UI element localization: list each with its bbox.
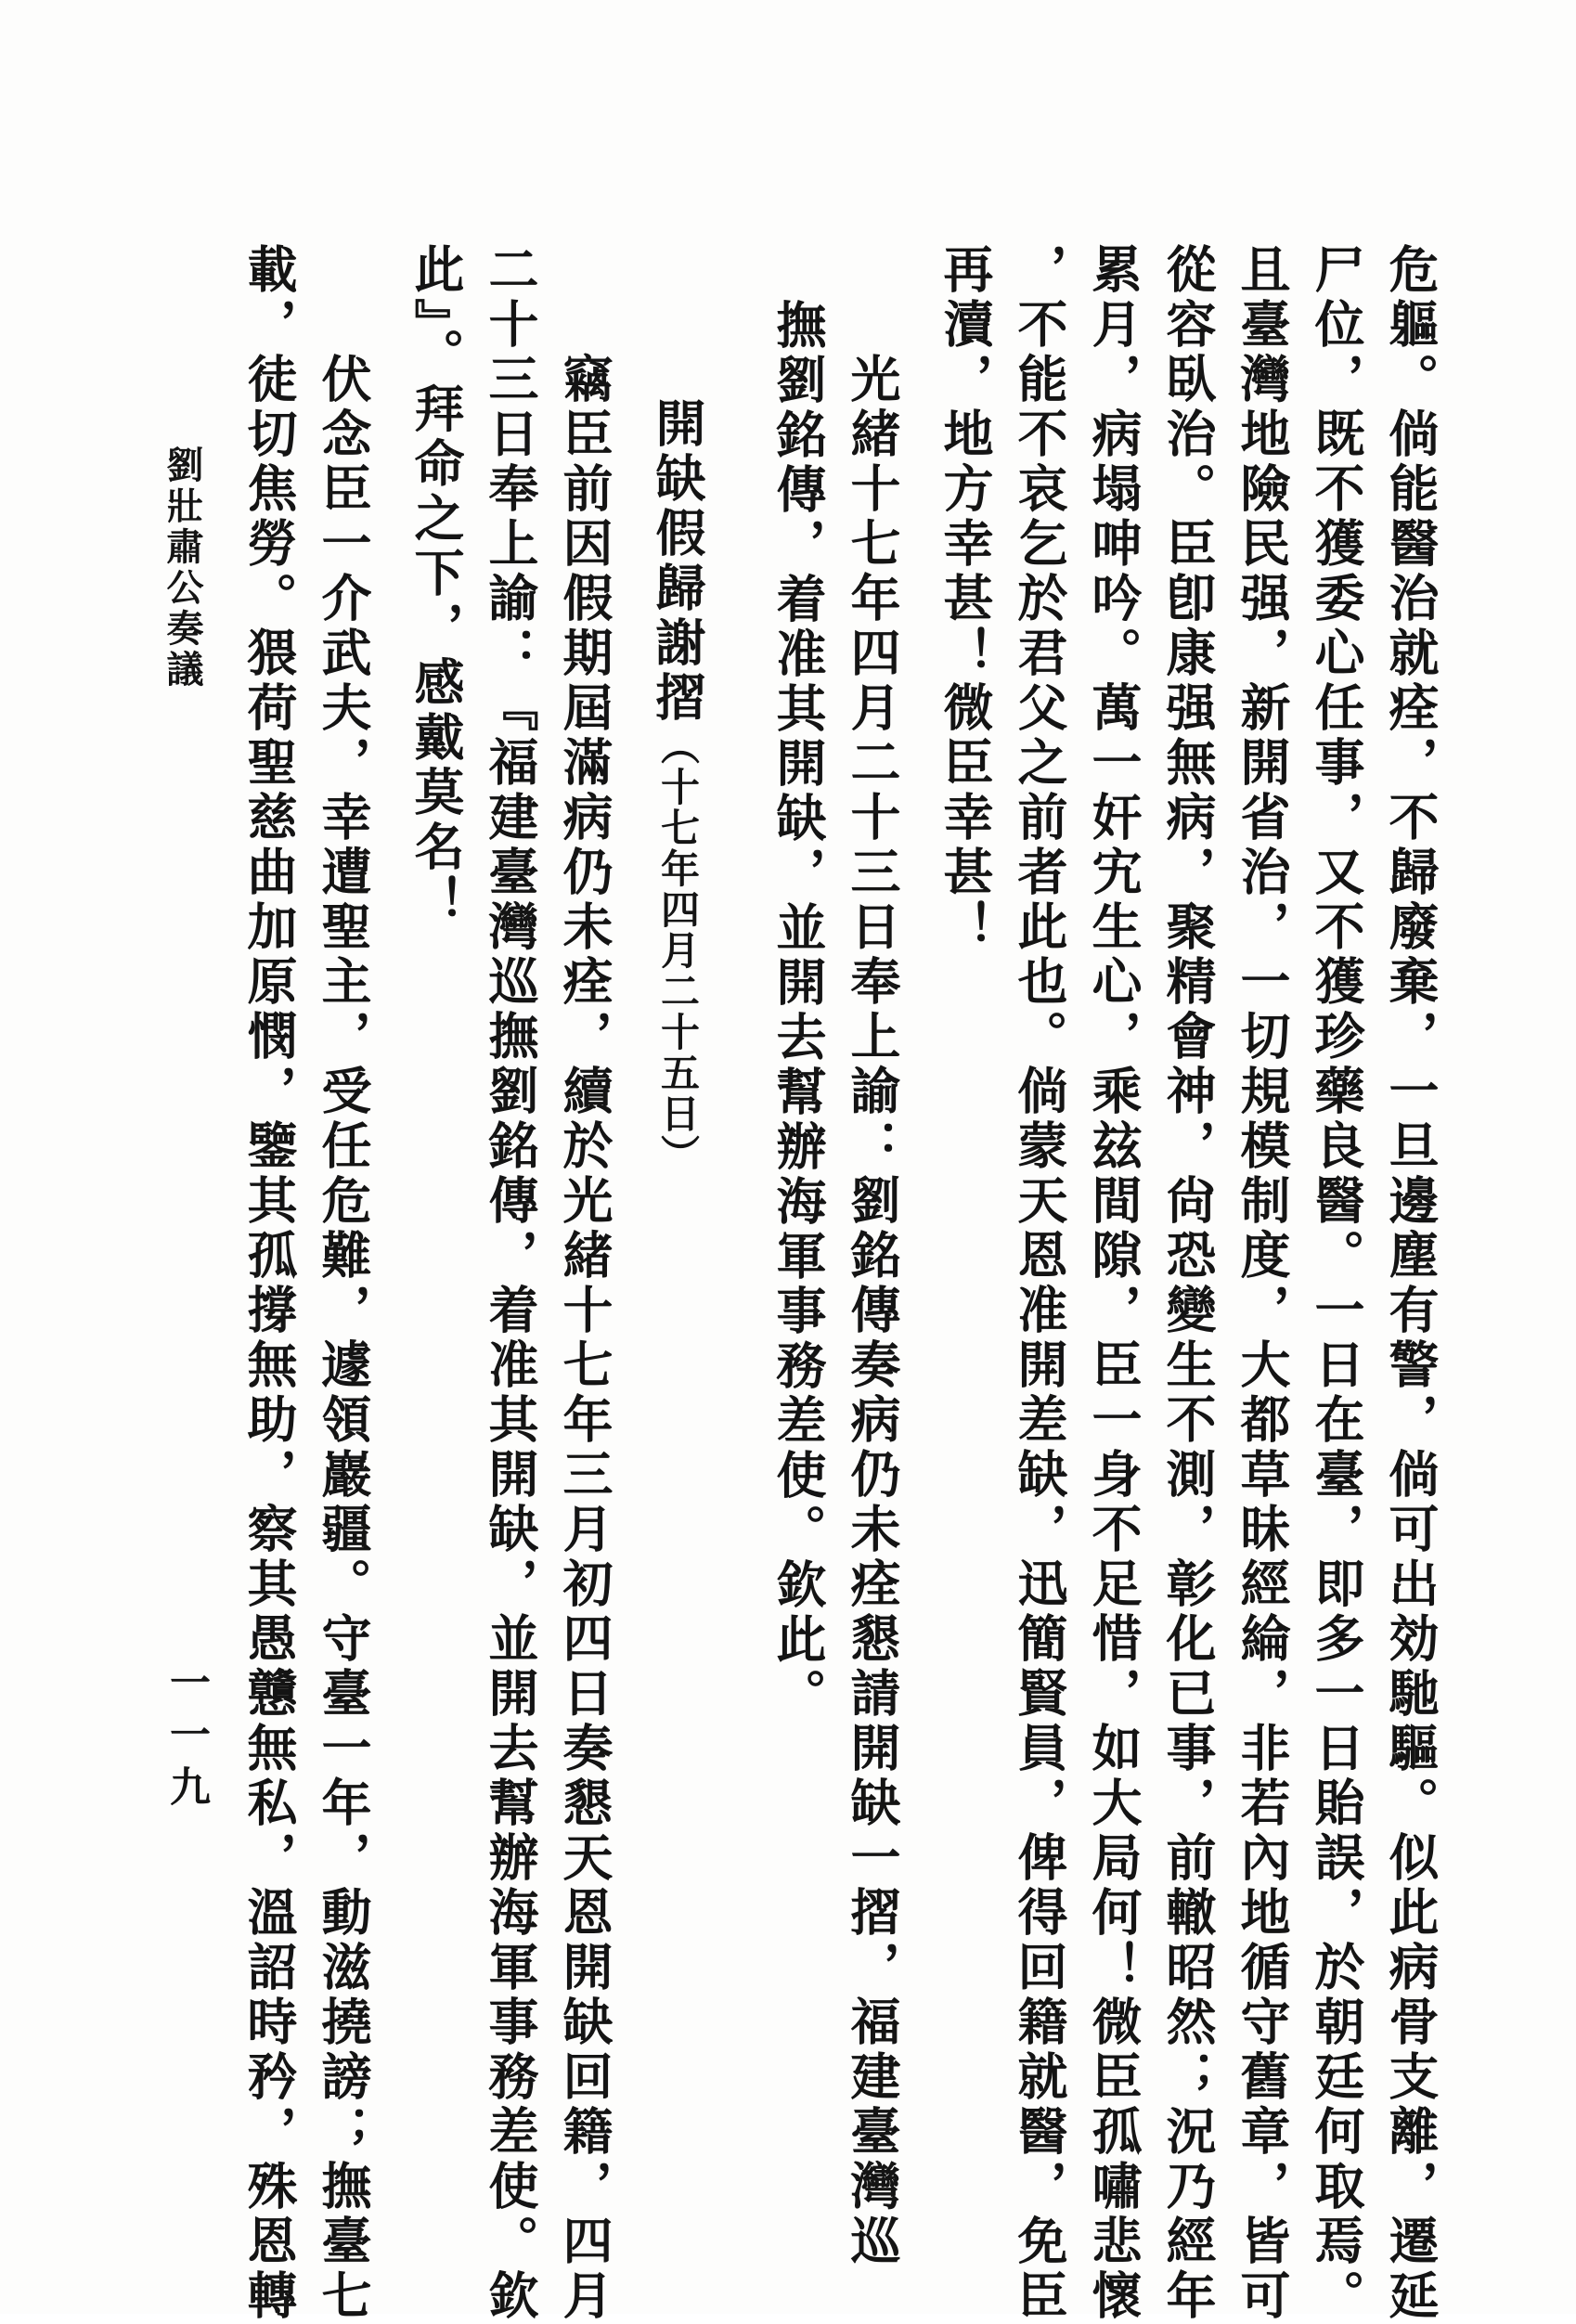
section-date: （十七年四月二十五日） [655, 726, 701, 1175]
section-title-text: 開缺假歸謝摺 [648, 397, 707, 726]
section-column-1: 竊臣前因假期屆滿病仍未痊，續於光緒十七年三月初四日奏懇天恩開缺回籍，四月 [555, 243, 614, 2324]
section-column-3: 此』。拜命之下，感戴莫名！ [407, 243, 466, 930]
text-column-1: 危軀。倘能醫治就痊，不歸廢棄，一旦邊塵有警，倘可出効馳驅。似此病骨支離，遷延 [1381, 243, 1440, 2324]
text-column-4: 從容臥治。臣卽康强無病，聚精會神，尙恐變生不測，彰化已事，前轍昭然；況乃經年 [1158, 243, 1218, 2324]
text-column-6: ，不能不哀乞於君父之前者此也。倘蒙天恩准開差缺，迅簡賢員，俾得回籍就醫，免臣 [1010, 243, 1069, 2324]
text-column-7: 再瀆，地方幸甚！微臣幸甚！ [936, 243, 995, 955]
text-column-2: 尸位，既不獲委心任事，又不獲珍藥良醫。一日在臺，即多一日貽誤，於朝廷何取焉。 [1307, 243, 1366, 2324]
section-title [650, 397, 705, 1175]
section-column-5: 載，徒切焦勞。猥荷聖慈曲加原憫，鑒其孤撐無助，察其愚戇無私，溫詔時矜，殊恩轉 [239, 243, 299, 2324]
running-head: 劉壯肅公奏議 [161, 445, 204, 691]
text-column-3: 且臺灣地險民强，新開省治，一切規模制度，大都草昧經綸，非若內地循守舊章，皆可 [1233, 243, 1292, 2324]
section-column-4: 伏念臣一介武夫，幸遭聖主，受任危難，遽領巖疆。守臺一年，動滋撓謗；撫臺七 [314, 243, 373, 2324]
text-column-5: 累月，病塌呻吟。萬一奸宄生心，乘玆間隙，臣一身不足惜，如大局何！微臣孤嘯悲懷 [1084, 243, 1143, 2324]
section-column-2: 二十三日奉上諭：『福建臺灣巡撫劉銘傳，着准其開缺，並開去幫辦海軍事務差使。欽 [481, 243, 540, 2324]
page-number: 一一九 [162, 1661, 210, 1817]
edict-column-1: 光緒十七年四月二十三日奉上諭：劉銘傳奏病仍未痊懇請開缺一摺，福建臺灣巡 [843, 243, 902, 2269]
edict-column-2: 撫劉銘傳，着准其開缺，並開去幫辦海軍事務差使。欽此。 [769, 299, 828, 1723]
